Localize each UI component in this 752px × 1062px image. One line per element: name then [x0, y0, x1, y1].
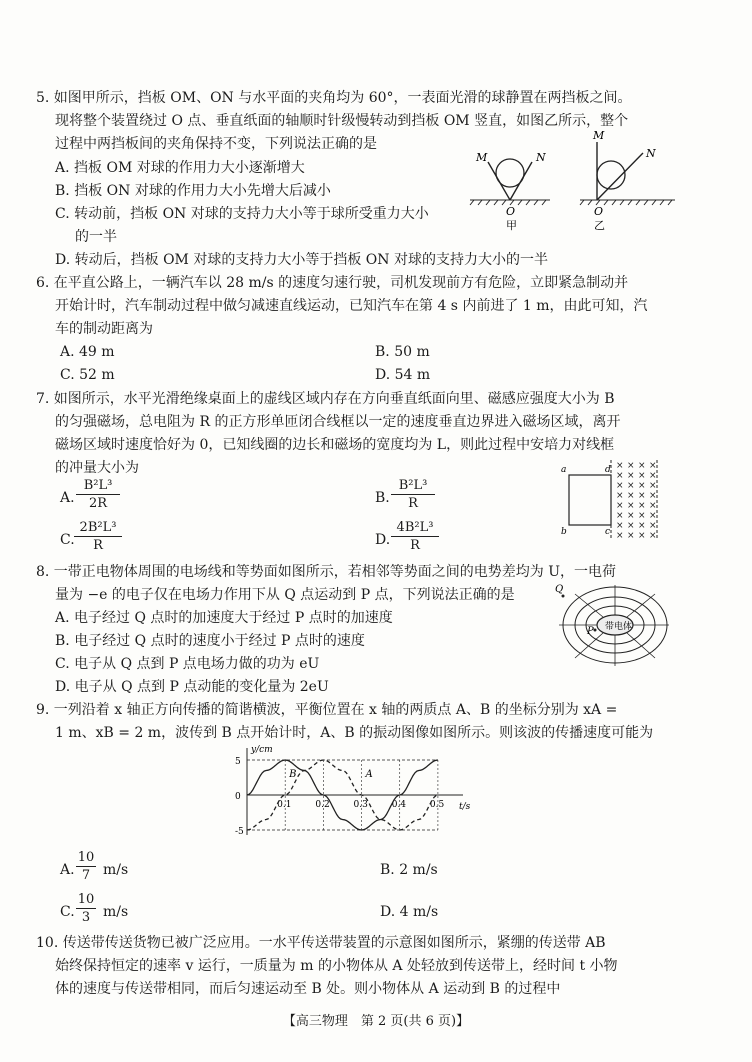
page-footer: 【高三物理 第 2 页(共 6 页)】 — [282, 1014, 470, 1029]
numerator: B²L³ — [83, 478, 113, 493]
field-cross: × — [616, 491, 624, 501]
q7-option-a-label: A. — [60, 490, 75, 506]
field-cross: × — [638, 531, 646, 541]
field-cross: × — [638, 521, 646, 531]
field-cross: × — [649, 491, 657, 501]
q5-option-b: B. 挡板 ON 对球的作用力大小先增大后减小 — [55, 183, 331, 199]
q9-stem-line1: 9. 一列沿着 x 轴正方向传播的简谐横波，平衡位置在 x 轴的两质点 A、B 的坐标分别为 xA = — [36, 702, 618, 718]
field-cross: × — [616, 511, 624, 521]
label-o-yi: O — [594, 205, 604, 218]
q9-stem-line2: 1 m、xB = 2 m，波传到 B 点开始计时，A、B 的振动图像如图所示。则该波的传播速度可能为 — [55, 725, 654, 741]
q7-figure — [555, 455, 665, 545]
q7-stem-line2: 的匀强磁场，总电阻为 R 的正方形单匝闭合线框以一定的速度垂直边界进入磁场区域，离开 — [55, 414, 621, 430]
q5-option-a: A. 挡板 OM 对球的作用力大小逐渐增大 — [55, 160, 305, 176]
q7-option-c-fraction — [74, 520, 122, 553]
q7-option-c-label: C. — [60, 532, 75, 548]
q8-stem-line1: 8. 一带正电物体周围的电场线和等势面如图所示，若相邻等势面之间的电势差均为 U，一电荷 — [36, 564, 617, 580]
numerator: 4B²L³ — [396, 520, 434, 535]
q7-stem-line3: 磁场区域时速度恰好为 0，已知线圈的边长和磁场的宽度均为 L，则此过程中安培力对线框 — [55, 437, 615, 453]
q9-option-c-fraction — [76, 892, 96, 925]
figure-yi — [580, 129, 675, 232]
numerator: 2B²L³ — [79, 520, 117, 535]
label-n-yi: N — [646, 147, 656, 160]
label-n-jia: N — [536, 151, 546, 164]
q9-option-c-unit: m/s — [103, 904, 129, 920]
q5-option-c: C. 转动前，挡板 ON 对球的支持力大小等于球所受重力大小 — [55, 206, 429, 222]
q5-stem-line2: 现将整个装置绕过 O 点、垂直纸面的轴顺时针级慢转动到挡板 OM 竖直，如图乙所示，整个 — [55, 113, 629, 129]
field-cross: × — [616, 471, 624, 481]
field-cross: × — [627, 471, 635, 481]
label-b: b — [561, 527, 567, 537]
field-cross: × — [638, 491, 646, 501]
q7-stem-line1: 7. 如图所示，水平光滑绝缘桌面上的虚线区域内存在方向垂直纸面向里、磁感应强度大小为 B — [36, 391, 615, 407]
q6-option-c: C. 52 m — [60, 367, 115, 383]
label-q: Q — [555, 584, 564, 595]
q9-option-d: D. 4 m/s — [380, 904, 439, 920]
label-a: a — [561, 465, 567, 475]
q9-option-a-fraction — [76, 850, 96, 883]
field-cross: × — [638, 481, 646, 491]
field-cross: × — [649, 481, 657, 491]
q5-option-c-cont: 的一半 — [75, 229, 117, 245]
x-tick-label: 0.3 — [353, 800, 368, 810]
q5-figure — [460, 125, 690, 235]
denominator: R — [93, 538, 103, 553]
numerator: B²L³ — [398, 478, 428, 493]
field-cross: × — [627, 481, 635, 491]
field-cross: × — [627, 511, 635, 521]
q7-option-d-label: D. — [375, 532, 391, 548]
q9-option-a-label: A. — [60, 862, 75, 878]
label-c: c — [605, 527, 611, 537]
q8-option-b: B. 电子经过 Q 点时的速度小于经过 P 点时的速度 — [55, 633, 365, 649]
label-charged-body: 带电体 — [605, 622, 633, 632]
denominator: 3 — [81, 910, 91, 925]
q7-option-b-fraction — [391, 478, 435, 511]
field-cross: × — [638, 471, 646, 481]
x-tick-label: 0.5 — [429, 800, 445, 810]
denominator: 7 — [81, 868, 91, 883]
q9-option-b: B. 2 m/s — [380, 862, 438, 878]
numerator: 10 — [77, 892, 95, 907]
field-cross: × — [627, 521, 635, 531]
q8-stem-line2: 量为 −e 的电子仅在电场力作用下从 Q 点运动到 P 点，下列说法正确的是 — [55, 587, 515, 603]
q10-stem-line2: 始终保持恒定的速率 v 运行，一质量为 m 的小物体从 A 处轻放到传送带上，经时间 t 小物 — [55, 958, 618, 974]
field-cross: × — [649, 501, 657, 511]
field-cross: × — [627, 461, 635, 471]
y-tick-label: 5 — [235, 757, 241, 767]
q8-option-c: C. 电子从 Q 点到 P 点电场力做的功为 eU — [55, 656, 320, 672]
field-cross: × — [627, 491, 635, 501]
label-m-jia: M — [476, 151, 488, 164]
q7-option-d-fraction — [391, 520, 439, 553]
y-axis-label: y/cm — [251, 745, 273, 755]
q6-stem-line3: 车的制动距离为 — [55, 321, 153, 337]
q7-stem-line4: 的冲量大小为 — [55, 460, 139, 476]
field-cross: × — [616, 521, 624, 531]
q6-option-a: A. 49 m — [60, 344, 115, 360]
field-cross: × — [649, 511, 657, 521]
q7-option-b-label: B. — [375, 490, 390, 506]
x-axis-label: t/s — [459, 802, 471, 812]
series-A-label: A — [365, 769, 373, 780]
denominator: R — [408, 496, 418, 511]
q6-option-b: B. 50 m — [375, 344, 430, 360]
x-tick-label: 0.1 — [277, 800, 292, 810]
label-yi: 乙 — [594, 219, 605, 232]
field-cross: × — [616, 501, 624, 511]
q7-option-a-fraction — [76, 478, 120, 511]
q5-stem-line3: 过程中两挡板间的夹角保持不变，下列说法正确的是 — [55, 136, 377, 152]
field-cross: × — [649, 531, 657, 541]
field-cross: × — [616, 481, 624, 491]
y-tick-label: -5 — [235, 827, 244, 837]
field-cross: × — [627, 501, 635, 511]
label-p: P — [587, 626, 594, 637]
figure-jia — [470, 151, 550, 232]
q9-vibration-chart — [225, 740, 475, 850]
label-d: d — [605, 465, 611, 475]
q5-stem-line1: 5. 如图甲所示，挡板 OM、ON 与水平面的夹角均为 60°，一表面光滑的球静置在两挡板之间。 — [36, 90, 632, 106]
field-cross: × — [649, 461, 657, 471]
field-cross: × — [627, 531, 635, 541]
denominator: R — [410, 538, 420, 553]
field-cross: × — [649, 471, 657, 481]
q8-figure — [545, 580, 670, 670]
square-coil — [569, 475, 611, 525]
field-cross: × — [638, 461, 646, 471]
denominator: 2R — [88, 496, 108, 511]
q10-stem-line3: 体的速度与传送带相同，而后匀速运动至 B 处。则小物体从 A 运动到 B 的过程中 — [55, 981, 561, 997]
q6-stem-line2: 开始计时，汽车制动过程中做匀减速直线运动，已知汽车在第 4 s 内前进了 1 m，由此可知，汽 — [55, 298, 648, 314]
x-tick-label: 0.2 — [315, 800, 330, 810]
label-jia: 甲 — [506, 219, 517, 232]
field-cross: × — [649, 521, 657, 531]
q8-option-d: D. 电子从 Q 点到 P 点动能的变化量为 2eU — [55, 679, 329, 695]
q6-option-d: D. 54 m — [375, 367, 431, 383]
series-B-label: B — [289, 769, 297, 780]
field-cross: × — [638, 511, 646, 521]
q10-stem-line1: 10. 传送带传送货物已被广泛应用。一水平传送带装置的示意图如图所示，紧绷的传送带 AB — [36, 935, 606, 951]
label-m-yi: M — [593, 129, 605, 142]
magnetic-field-crosses — [616, 461, 657, 541]
q8-option-a: A. 电子经过 Q 点时的加速度大于经过 P 点时的加速度 — [55, 610, 393, 626]
label-o-jia: O — [506, 205, 516, 218]
numerator: 10 — [77, 850, 95, 865]
field-cross: × — [616, 531, 624, 541]
x-tick-label: 0.4 — [391, 800, 407, 810]
q6-stem-line1: 6. 在平直公路上，一辆汽车以 28 m/s 的速度匀速行驶，司机发现前方有危险，立即紧急制动并 — [36, 275, 629, 291]
field-cross: × — [616, 461, 624, 471]
field-cross: × — [638, 501, 646, 511]
q5-option-d: D. 转动后，挡板 OM 对球的支持力大小等于挡板 ON 对球的支持力大小的一半 — [55, 252, 548, 268]
y-tick-label: 0 — [235, 792, 241, 802]
q9-option-a-unit: m/s — [103, 862, 129, 878]
q9-option-c-label: C. — [60, 904, 75, 920]
